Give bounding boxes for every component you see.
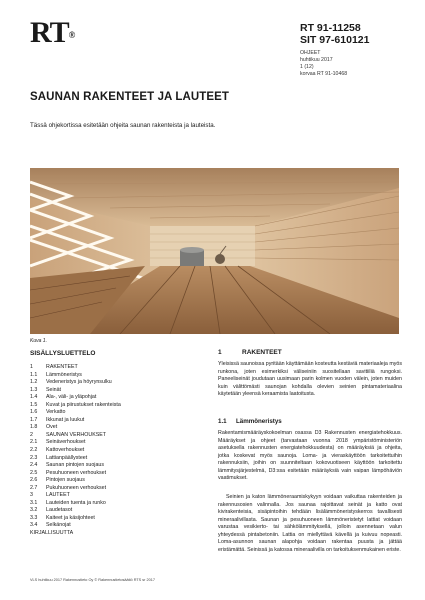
sit-code: SIT 97-610121 bbox=[300, 34, 370, 46]
toc-item: 2 SAUNAN VERHOUKSET bbox=[30, 431, 107, 438]
toc-item: 1.6 Verkatto bbox=[30, 409, 66, 416]
toc-item: 1.2 Vedeneristys ja höyrynsulku bbox=[30, 379, 112, 386]
rt-code: RT 91-11258 bbox=[300, 22, 361, 34]
toc-item: 1.1 Lämmöneristys bbox=[30, 371, 82, 378]
subsection-paragraph: Rakentamismääräyskokoelman osassa D3 Rakennusten energiatehokkuus. Määräykset ja ohjeet (tarvastaan vuonna 2018 ympäristöministeriön asetuksella rakennusten energiatehokkuudesta) on määräyksiä ja ohjeita, jotka koskevat myös saunoja. Loma- ja vieraskäyttöön tarkoitettuihin rakennuksiin, joihin on suunniteltaan kokovuotiseen käyttöön tarkoitettu lämmitysjärjestelmä, D3:ssa esitetään määräyksiä vain vaipan lämpöhäviön vaatimukset. bbox=[218, 430, 402, 481]
meta-replaces: korvaa RT 91-10468 bbox=[300, 71, 348, 77]
meta-pages: 1 (12) bbox=[300, 64, 314, 70]
toc-item: 1 RAKENTEET bbox=[30, 364, 78, 370]
toc-item: 1.3 Seinät bbox=[30, 386, 62, 393]
sauna-photo bbox=[30, 168, 399, 334]
subsection-paragraph: Seinien ja katon lämmöneraamiskykyyn voidaan vaikuttaa rakenteiden ja rakennusosien valinnalla. Jos saunaa rajoittavat seinät ja katto ovat kivirakenteisia, sisäpintoihin tehdään lisälämmöneristyskerros tavallisesti mineraalivillasta. Saunan ja pesuhuoneen lämmöneristetyt lattiat voidaan varustaa vesikierto- tai sähkölämmityksellä, jolloin asennetaan valun yhteydessä pintabetoniin. Lattia on miellyttävä kävellä ja kuivuu nopeasti. Loma-asunnon saunan alapohja voidaan rakentaa puusta ja jättää eristämättä. Seinissä ja katossa mineraalivilla on tarkoituksenmukainen eriste. bbox=[218, 494, 402, 553]
toc-item: 3.1 Lauteiden tuenta ja runko bbox=[30, 499, 106, 506]
card-codes bbox=[300, 22, 369, 46]
toc-item: 3 LAUTEET bbox=[30, 492, 70, 499]
page-footer: VLS huhtikuu 2017 Rakennustieto Oy © Rakennustietosäätiö RTS sr 2017 bbox=[30, 578, 155, 582]
toc-item: 1.4 Ala-, väli- ja yläpohjat bbox=[30, 394, 97, 401]
rt-logo: RT® bbox=[30, 16, 75, 49]
toc-item: 3.2 Laudetasot bbox=[30, 507, 73, 514]
intro-text: Tässä ohjekortissa esitetään ohjeita saunan rakenteista ja lauteista. bbox=[30, 122, 216, 129]
page-title: SAUNAN RAKENTEET JA LAUTEET bbox=[30, 91, 230, 103]
toc-item: 2.4 Saunan pintojen suojaus bbox=[30, 462, 105, 469]
toc-item: 1.8 Ovet bbox=[30, 424, 58, 431]
section-paragraph: Yleisissä saunoissa pyritään käyttämään kosteutta kestäviä materiaaleja myös runkona, joten esimerkiksi väliseiniin suositellaan savitiiliä rungoksi. Paneeliseinät joudutaan uusimaan parin kolmen vuoden välein, joten muiden kuin välittömästi saunojan kohdalla olevien seinien pintamateriaalina käytetään yleensä keraamista laatoitusta. bbox=[218, 361, 402, 397]
toc-item: 1.5 Kuvat ja piirustukset rakenteista bbox=[30, 401, 121, 408]
subsection-heading: 1.1 Lämmöneristys bbox=[218, 418, 282, 425]
card-meta bbox=[300, 50, 347, 78]
meta-date: huhtikuu 2017 bbox=[300, 57, 333, 63]
section-heading: 1 RAKENTEET bbox=[218, 349, 282, 356]
toc-item: 3.3 Kaiteet ja käsijohteet bbox=[30, 514, 95, 521]
toc-item: 3.4 Selkänojat bbox=[30, 522, 71, 529]
figure-caption: Kuva 1. bbox=[30, 338, 47, 344]
toc-item: KIRJALLISUUTTA bbox=[30, 530, 74, 537]
toc-item: 2.3 Lattianpäällysteet bbox=[30, 454, 88, 461]
toc-item: 2.1 Seinäverhoukset bbox=[30, 439, 86, 446]
toc-item: 1.7 Ikkunat ja luukut bbox=[30, 416, 85, 423]
meta-type: OHJEET bbox=[300, 50, 321, 56]
toc-item: 2.2 Kattoverhoukset bbox=[30, 447, 85, 454]
toc-item: 2.6 Pintojen suojaus bbox=[30, 477, 85, 484]
toc-item: 2.7 Pukuhuoneen verhoukset bbox=[30, 484, 107, 491]
toc-heading: SISÄLLYSLUETTELO bbox=[30, 350, 96, 357]
toc-item: 2.5 Pesuhuoneen verhoukset bbox=[30, 469, 107, 476]
table-of-contents bbox=[30, 364, 200, 538]
